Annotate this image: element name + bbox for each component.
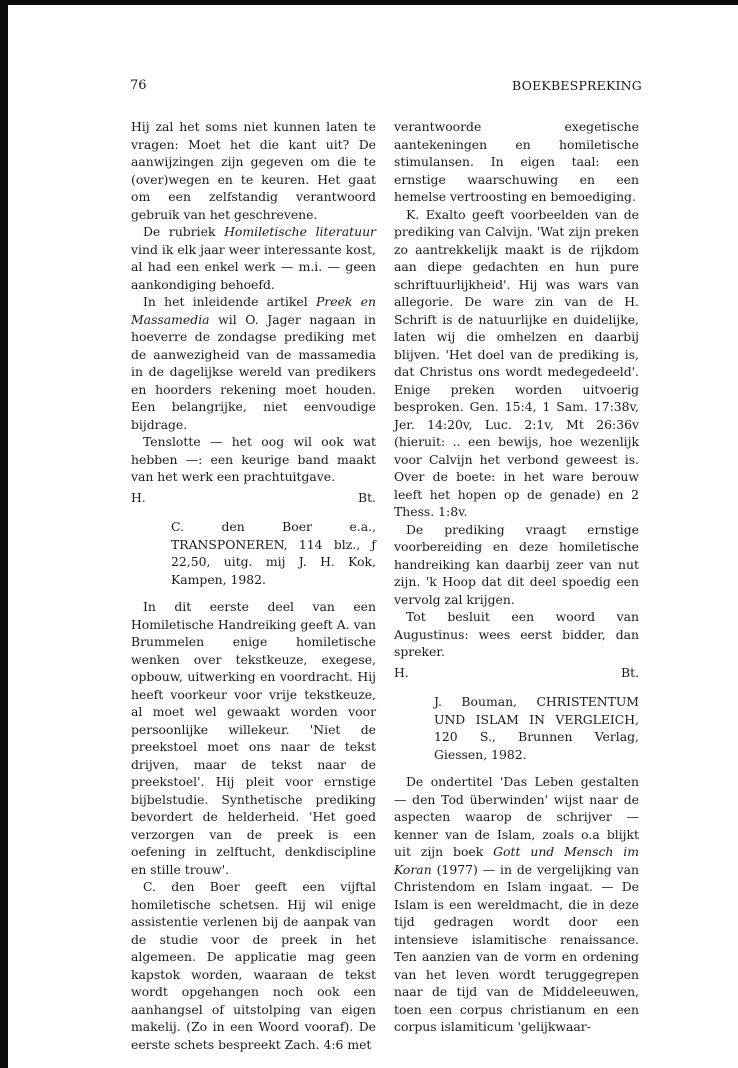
signature-name: Bt. <box>620 664 639 680</box>
text-run: wil O. Jager nagaan in hoeverre de zondagse prediking met de aanwezigheid van de massamedia in de dagelijkse wereld van predikers en hoorders rekening moet houden. Een belangrijke, niet eenvoudige bijdrage. <box>131 311 376 432</box>
signature-initial: H. <box>394 664 409 680</box>
left-column <box>131 118 376 1053</box>
text-run: vind ik elk jaar weer interessante kost, al had een enkel werk — m.i. — geen aankondiging behoefd. <box>131 241 376 292</box>
signature-initial: H. <box>131 489 146 505</box>
review-signature <box>131 489 376 507</box>
book-reference: C. den Boer e.a., TRANSPONEREN, 114 blz., ƒ 22,50, uitg. mij J. H. Kok, Kampen, 1982. <box>171 519 376 587</box>
paragraph: In dit eerste deel van een Homiletische Handreiking geeft A. van Brummelen enige homiletische wenken over tekstkeuze, exegese, opbouw, uitwerking en voordracht. Hij heeft voorkeur voor vrije tekstkeuze, al moet wel gewaakt worden voor persoonlijke willekeur. 'Niet de preekstoel moet ons naar de tekst drijven, maar de tekst naar de preekstoel'. Hij pleit voor ernstige bijbelstudie. Synthetische prediking bevordert de helderheid. 'Het goed verzorgen van de preek is een oefening in zelftucht, denkdiscipline en stille trouw'. <box>131 599 376 877</box>
paragraph: K. Exalto geeft voorbeelden van de prediking van Calvijn. 'Wat zijn preken zo aantrekkelijk maakt is de rijkdom aan diepe gedachten en hun pure schriftuurlijkheid'. Hij was wars van allegorie. De ware zin van de H. Schrift is de natuurlijke en duidelijke, laten wij die omhelzen en daarbij blijven. 'Het doel van de prediking is, dat Christus ons wordt medegedeeld'. Enige preken worden uitvoerig besproken. Gen. 15:4, 1 Sam. 17:38v, Jer. 14:20v, Luc. 2:1v, Mt 26:36v (hieruit: .. een bewijs, hoe wezenlijk voor Calvijn het verbond geweest is. Over de boete: in het ware berouw leeft het hopen op de genade) en 2 Thess. 1:8v. <box>394 206 639 519</box>
signature-name: Bt. <box>357 489 376 505</box>
paragraph: C. den Boer geeft een vijftal homiletische schetsen. Hij wil enige assistentie verlenen bij de aanpak van de studie voor de preek in het algemeen. De applicatie mag geen kapstok worden, waaraan de tekst wordt opgehangen noch ook een aanhangsel of uitstolping van eigen makelij. (Zo in een Woord vooraf). De eerste schets bespreekt Zach. 4:6 met <box>131 879 376 1052</box>
paragraph: Hij zal het soms niet kunnen laten te vragen: Moet het die kant uit? De aanwijzingen zijn gegeven om die te (over)wegen en te keuren. Het gaat om een zelfstandig verantwoord gebruik van het geschrevene. <box>131 119 376 222</box>
italic-title: Preek en Massamedia <box>131 294 376 327</box>
scan-edge-top <box>0 0 738 5</box>
paragraph <box>394 773 639 1036</box>
paragraph <box>131 293 376 433</box>
page-number: 76 <box>130 78 147 93</box>
running-head: BOEKBESPREKING <box>512 78 642 93</box>
scan-edge-left <box>0 0 8 1068</box>
italic-title: Gott und Mensch im Koran <box>394 844 639 877</box>
right-column <box>394 118 639 1036</box>
review-signature <box>394 664 639 682</box>
text-run: (1977) — in de vergelijking van Christendom en Islam ingaat. — De Islam is een wereldmacht, die in deze tijd gedragen wordt door een intensieve islamitische renaissance. Ten aanzien van de vorm en ordening van het leven wordt teruggegrepen naar de tijd van de Middeleeuwen, toen een corpus christianum en een corpus islamiticum 'gelijkwaar- <box>394 861 639 1034</box>
text-run: De ondertitel 'Das Leben gestalten — den Tod überwinden' wijst naar de aspecten waarop de schrijver — kenner van de Islam, zoals o.a blijkt uit zijn boek <box>394 774 639 859</box>
paragraph: Tenslotte — het oog wil ook wat hebben —: een keurige band maakt van het werk een prachtuitgave. <box>131 434 376 484</box>
paragraph <box>131 223 376 293</box>
paragraph: De prediking vraagt ernstige voorbereiding en deze homiletische handreiking kan daarbij zeer van nut zijn. 'k Hoop dat dit deel spoedig een vervolg zal krijgen. <box>394 521 639 607</box>
book-reference: J. Bouman, CHRISTENTUM UND ISLAM IN VERGLEICH, 120 S., Brunnen Verlag, Giessen, 1982. <box>434 694 639 762</box>
italic-title: Homiletische literatuur <box>224 224 376 239</box>
paragraph: verantwoorde exegetische aantekeningen en homiletische stimulansen. In eigen taal: een ernstige waarschuwing en een hemelse vertroosting en bemoediging. <box>394 119 639 204</box>
text-run: In het inleidende artikel <box>143 294 316 309</box>
paragraph: Tot besluit een woord van Augustinus: wees eerst bidder, dan spreker. <box>394 609 639 659</box>
text-run: De rubriek <box>143 224 225 239</box>
